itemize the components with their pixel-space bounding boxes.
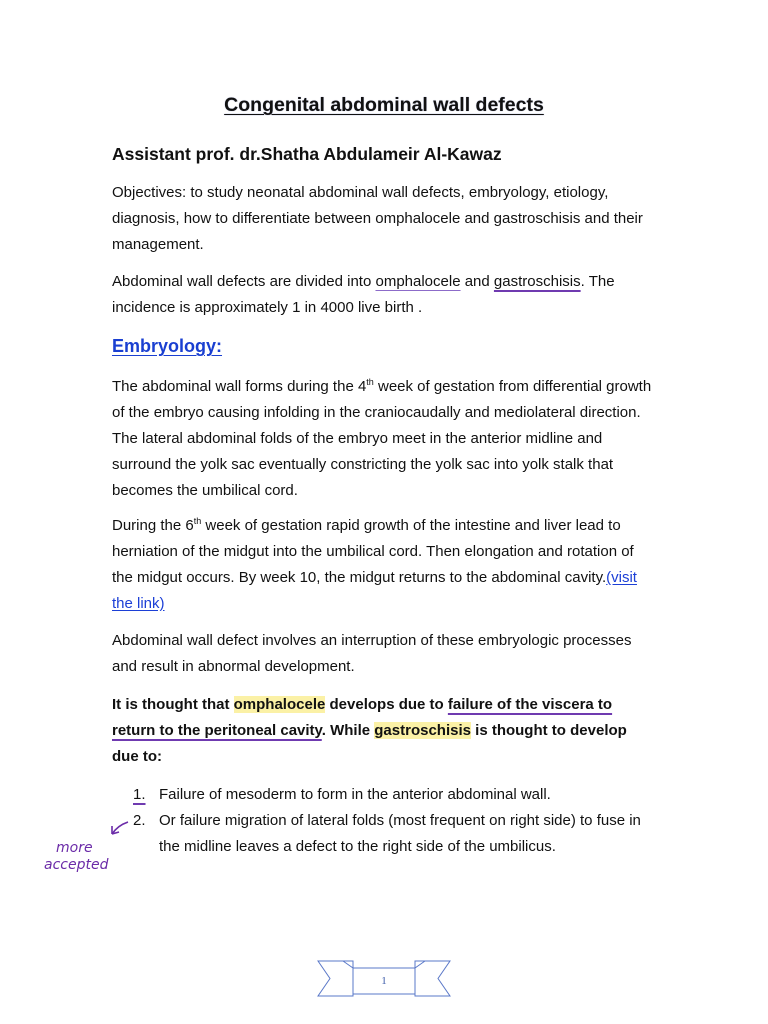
para-text: . While (321, 722, 375, 739)
annotation-line: more (56, 840, 93, 856)
para-text: It is thought that (112, 696, 234, 713)
term-gastroschisis: gastroschisis (493, 273, 581, 290)
superscript: th (366, 377, 374, 387)
list-item-text: Failure of mesoderm to form in the anterior abdominal wall. (159, 786, 551, 803)
intro-text: . The incidence is approximately 1 in 4000 live birth . (112, 273, 615, 316)
intro-text: and (460, 273, 494, 290)
author-line: Assistant prof. dr.Shatha Abdulameir Al-Kawaz (112, 144, 502, 164)
para-text: week of gestation rapid growth of the intestine and liver lead to herniation of the midgut into the umbilical cord. Then elongation and rotation of the midgut occurs. By week 10, the midgut returns to the abdominal cavity. (112, 517, 634, 586)
highlight-gastroschisis: gastroschisis (374, 722, 471, 739)
para-text: During the 6 (112, 517, 194, 534)
para-text: develops due to (325, 696, 448, 713)
embryology-paragraph-3: Abdominal wall defect involves an interruption of these embryologic processes and result in abnormal development. (112, 632, 632, 675)
term-omphalocele: omphalocele (375, 273, 461, 290)
list-item-text: Or failure migration of lateral folds (most frequent on right side) to fuse in the midline leaves a defect to the right side of the umbilicus. (159, 812, 641, 855)
page-number: 1 (381, 975, 387, 987)
annotation-line: accepted (44, 857, 109, 873)
para-text: week of gestation from differential growth of the embryo causing infolding in the craniocaudally and mediolateral direction. The lateral abdominal folds of the embryo meet in the anterior midline and surround the yolk sac eventually constricting the yolk sac into yolk stalk that becomes the umbilical cord. (112, 378, 652, 499)
para-text: The abdominal wall forms during the 4 (112, 378, 367, 395)
list-number: 1. (133, 786, 146, 803)
visit-link[interactable]: (visit the link) (112, 569, 637, 612)
objectives-paragraph: Objectives: to study neonatal abdominal wall defects, embryology, etiology, diagnosis, how to differentiate between omphalocele and gastroschisis and their management. (112, 184, 643, 253)
intro-text: Abdominal wall defects are divided into (112, 273, 376, 290)
embryology-heading: Embryology: (112, 336, 223, 356)
list-number: 2. (133, 812, 146, 829)
underlined-phrase: failure of the viscera to return to the peritoneal cavity (112, 696, 613, 739)
superscript: th (193, 516, 202, 526)
para-text: is thought to develop due to: (112, 722, 627, 765)
highlight-omphalocele: omphalocele (233, 696, 326, 713)
document-title: Congenital abdominal wall defects (224, 94, 544, 116)
